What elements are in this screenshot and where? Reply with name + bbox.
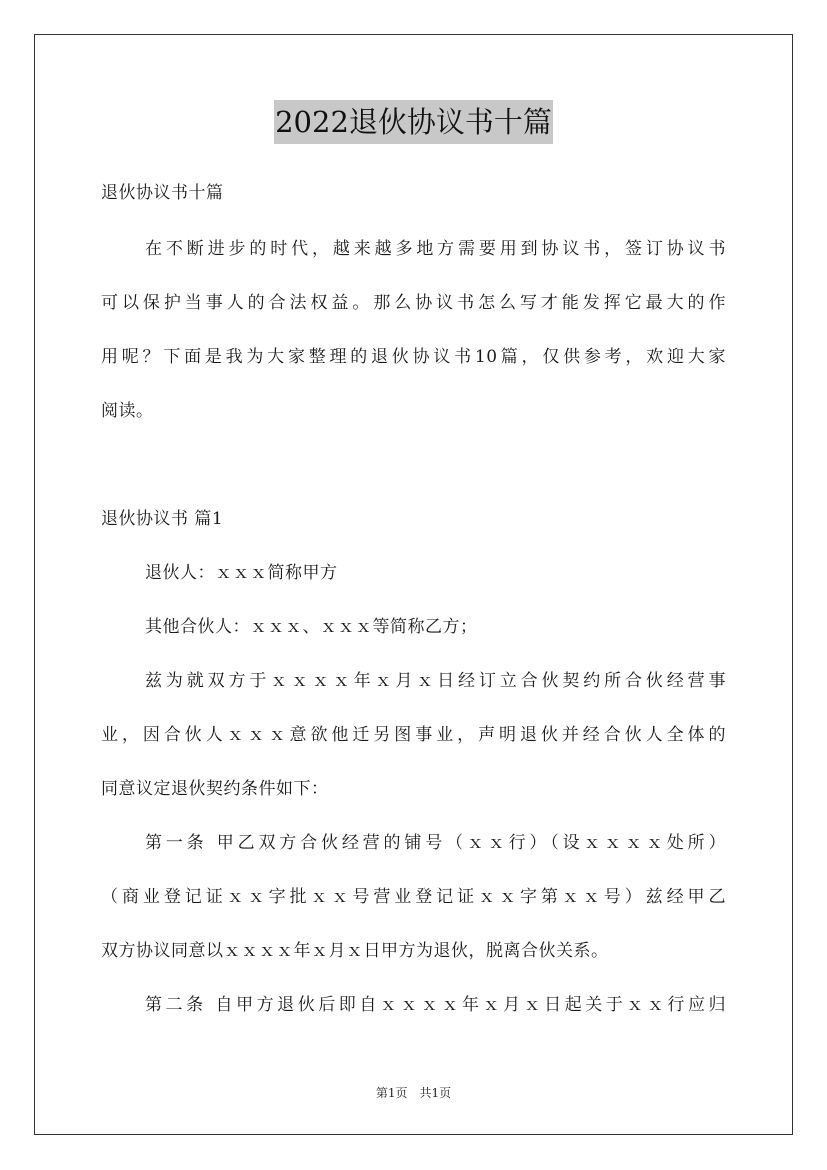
party-b: 其他合伙人：ｘｘｘ、ｘｘｘ等简称乙方；: [145, 617, 478, 637]
preamble-line-3: 同意议定退伙契约条件如下：: [101, 779, 329, 799]
document-subtitle: 退伙协议书十篇: [101, 183, 224, 203]
article1-line-2: （商业登记证ｘｘ字批ｘｘ号营业登记证ｘｘ字第ｘｘ号）兹经甲乙: [101, 887, 726, 907]
article1-line-1: 第一条 甲乙双方合伙经营的铺号（ｘｘ行）（设ｘｘｘｘ处所）: [145, 833, 726, 853]
article1-line-3: 双方协议同意以ｘｘｘｘ年ｘ月ｘ日甲方为退伙，脱离合伙关系。: [101, 941, 609, 961]
preamble-line-2: 业，因合伙人ｘｘｘ意欲他迁另图事业，声明退伙并经合伙人全体的: [101, 725, 726, 745]
preamble-line-1: 兹为就双方于ｘｘｘｘ年ｘ月ｘ日经订立合伙契约所合伙经营事: [145, 671, 726, 691]
page-number-footer: 第1页 共1页: [375, 1086, 452, 1100]
intro-line-1: 在不断进步的时代，越来越多地方需要用到协议书，签订协议书: [145, 239, 726, 259]
intro-line-3: 用呢？下面是我为大家整理的退伙协议书10篇，仅供参考，欢迎大家: [101, 347, 726, 367]
intro-line-4: 阅读。: [101, 401, 154, 421]
document-title: 2022退伙协议书十篇: [274, 100, 553, 144]
intro-line-2: 可以保护当事人的合法权益。那么协议书怎么写才能发挥它最大的作: [101, 293, 726, 313]
article2-line-1: 第二条 自甲方退伙后即自ｘｘｘｘ年ｘ月ｘ日起关于ｘｘ行应归: [145, 995, 726, 1015]
document-title-container: [0, 100, 827, 144]
section-heading: 退伙协议书 篇1: [101, 509, 224, 529]
party-a: 退伙人：ｘｘｘ简称甲方: [145, 563, 338, 583]
